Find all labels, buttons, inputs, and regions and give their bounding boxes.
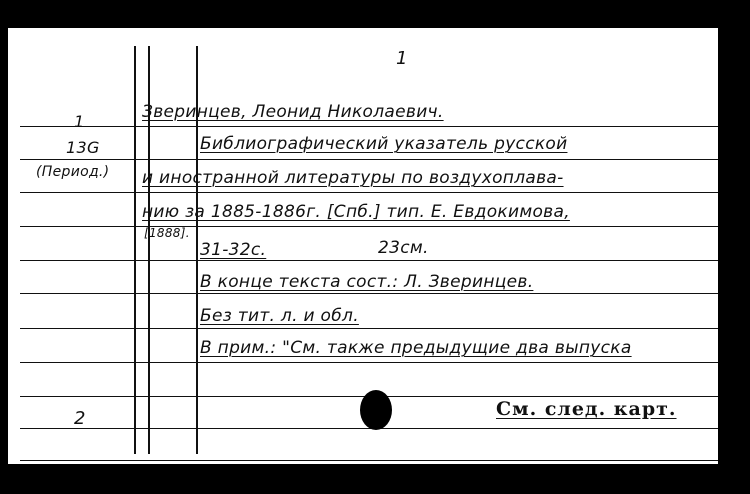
shelfmark: 13G: [66, 138, 100, 157]
ruled-line: [20, 159, 718, 160]
title-line-2: и иностранной литературы по воздухоплава-: [142, 168, 564, 188]
left-number: 1: [74, 112, 85, 131]
ruled-line: [20, 192, 718, 193]
pages: 31-32с.: [200, 240, 267, 260]
bottom-number: 2: [74, 408, 86, 429]
note-3: В прим.: "См. также предыдущие два выпуска: [200, 338, 632, 358]
ruled-line: [20, 460, 718, 461]
note-2: Без тит. л. и обл.: [200, 306, 359, 326]
ruled-line: [20, 260, 718, 261]
catalog-card: [8, 28, 718, 464]
title-line-1: Библиографический указатель русской: [200, 134, 568, 154]
size: 23см.: [378, 238, 429, 258]
ruled-line: [20, 328, 718, 329]
see-next-card-stamp: См. след. карт.: [496, 398, 677, 420]
author-heading: Зверинцев, Леонид Николаевич.: [142, 102, 444, 122]
ink-blot: [360, 390, 392, 430]
margin-line: [134, 46, 136, 454]
year-note: [1888].: [144, 226, 190, 240]
title-line-3: нию за 1885-1886г. [Спб.] тип. Е. Евдокимова,: [142, 202, 570, 222]
ruled-line: [20, 126, 718, 127]
category: (Период.): [36, 164, 110, 180]
ruled-line: [20, 293, 718, 294]
note-1: В конце текста сост.: Л. Зверинцев.: [200, 272, 534, 292]
ruled-line: [20, 226, 718, 227]
ruled-line: [20, 362, 718, 363]
top-mark: 1: [396, 48, 408, 69]
